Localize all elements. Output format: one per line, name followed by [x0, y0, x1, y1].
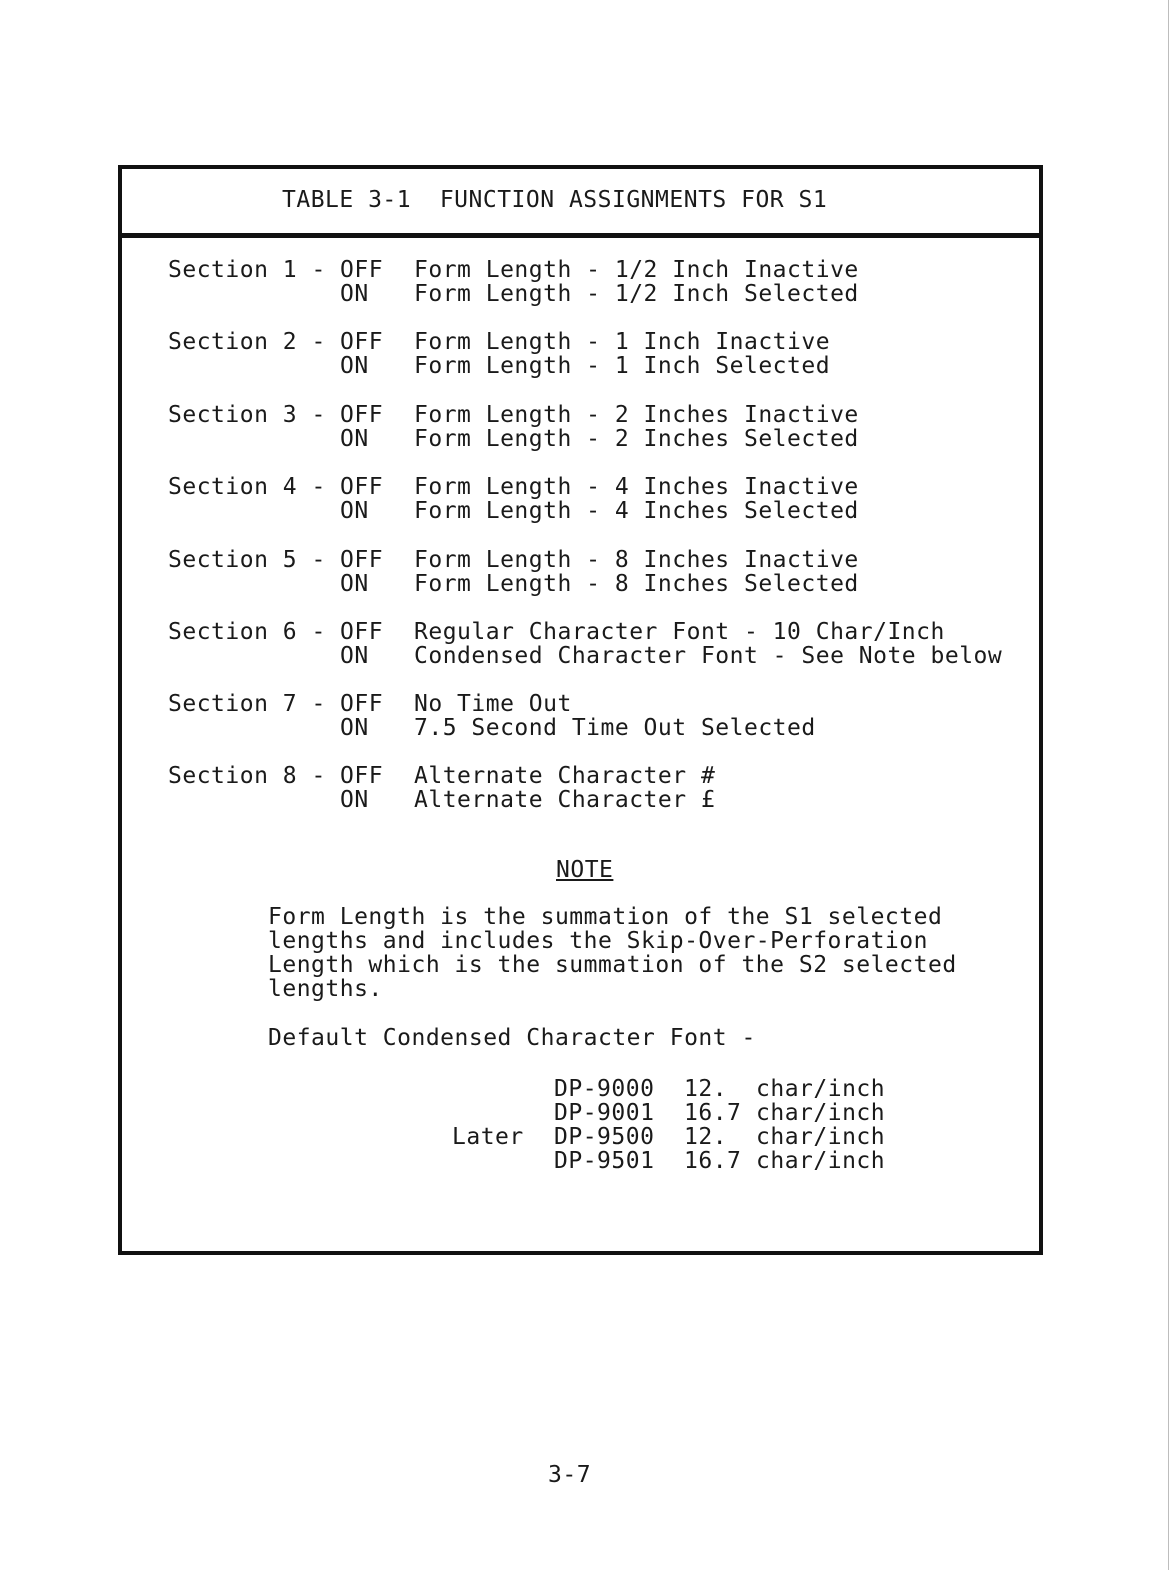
- section-row-off: [168, 329, 1028, 353]
- state-on: ON: [340, 353, 369, 379]
- section-label: Section 2 -: [168, 329, 326, 355]
- section-row-on: [168, 498, 1028, 522]
- char-unit: char/inch: [756, 1076, 886, 1102]
- state-on: ON: [340, 643, 369, 669]
- state-off: OFF: [340, 257, 384, 283]
- section-5: [168, 547, 1028, 599]
- model-number: DP-9000: [554, 1076, 655, 1102]
- section-7: [168, 691, 1028, 743]
- off-description: Form Length - 1/2 Inch Inactive: [414, 257, 859, 283]
- section-8: [168, 763, 1028, 815]
- char-unit: char/inch: [756, 1124, 886, 1150]
- default-font-label: Default Condensed Character Font -: [268, 1025, 756, 1051]
- on-description: Form Length - 1/2 Inch Selected: [414, 281, 859, 307]
- char-rate: 16.7: [684, 1148, 742, 1174]
- section-label: Section 8 -: [168, 763, 326, 789]
- char-rate: 12.: [684, 1124, 728, 1150]
- note-title: NOTE: [556, 857, 614, 883]
- state-off: OFF: [340, 547, 384, 573]
- section-row-off: [168, 763, 1028, 787]
- off-description: Regular Character Font - 10 Char/Inch: [414, 619, 945, 645]
- scan-edge: [1168, 0, 1169, 1570]
- section-4: [168, 474, 1028, 526]
- off-description: Alternate Character #: [414, 763, 716, 789]
- state-on: ON: [340, 787, 369, 813]
- state-off: OFF: [340, 402, 384, 428]
- char-unit: char/inch: [756, 1148, 886, 1174]
- model-row: [452, 1124, 912, 1148]
- section-row-off: [168, 547, 1028, 571]
- state-on: ON: [340, 281, 369, 307]
- state-off: OFF: [340, 474, 384, 500]
- section-label: Section 3 -: [168, 402, 326, 428]
- off-description: Form Length - 8 Inches Inactive: [414, 547, 859, 573]
- model-row: [452, 1076, 912, 1100]
- off-description: Form Length - 2 Inches Inactive: [414, 402, 859, 428]
- section-label: Section 5 -: [168, 547, 326, 573]
- section-label: Section 4 -: [168, 474, 326, 500]
- on-description: Form Length - 2 Inches Selected: [414, 426, 859, 452]
- section-row-off: [168, 474, 1028, 498]
- model-number: DP-9001: [554, 1100, 655, 1126]
- model-row: [452, 1148, 912, 1172]
- state-off: OFF: [340, 619, 384, 645]
- section-1: [168, 257, 1028, 309]
- note-paragraph: Form Length is the summation of the S1 selected lengths and includes the Skip-Over-Perforation Length which is the summation of the S2 selected lengths.: [268, 904, 957, 1002]
- section-row-on: [168, 643, 1028, 667]
- model-row: [452, 1100, 912, 1124]
- section-label: Section 7 -: [168, 691, 326, 717]
- section-row-off: [168, 691, 1028, 715]
- section-label: Section 1 -: [168, 257, 326, 283]
- section-row-on: [168, 715, 1028, 739]
- state-off: OFF: [340, 329, 384, 355]
- on-description: Condensed Character Font - See Note below: [414, 643, 1003, 669]
- char-unit: char/inch: [756, 1100, 886, 1126]
- state-on: ON: [340, 715, 369, 741]
- function-assignments-table: [118, 165, 1043, 1255]
- off-description: Form Length - 4 Inches Inactive: [414, 474, 859, 500]
- table-title-band: [122, 169, 1039, 238]
- section-6: [168, 619, 1028, 671]
- section-3: [168, 402, 1028, 454]
- off-description: Form Length - 1 Inch Inactive: [414, 329, 831, 355]
- state-off: OFF: [340, 691, 384, 717]
- off-description: No Time Out: [414, 691, 572, 717]
- page-number: 3-7: [548, 1462, 592, 1488]
- on-description: Form Length - 1 Inch Selected: [414, 353, 831, 379]
- section-row-on: [168, 787, 1028, 811]
- section-row-on: [168, 426, 1028, 450]
- section-row-off: [168, 402, 1028, 426]
- model-number: DP-9500: [554, 1124, 655, 1150]
- state-on: ON: [340, 498, 369, 524]
- section-row-on: [168, 353, 1028, 377]
- table-title: TABLE 3-1 FUNCTION ASSIGNMENTS FOR S1: [282, 187, 828, 213]
- on-description: Form Length - 8 Inches Selected: [414, 571, 859, 597]
- on-description: 7.5 Second Time Out Selected: [414, 715, 816, 741]
- section-row-on: [168, 281, 1028, 305]
- section-row-off: [168, 257, 1028, 281]
- model-number: DP-9501: [554, 1148, 655, 1174]
- state-on: ON: [340, 571, 369, 597]
- section-row-on: [168, 571, 1028, 595]
- later-label: Later: [452, 1124, 524, 1150]
- state-off: OFF: [340, 763, 384, 789]
- section-2: [168, 329, 1028, 381]
- section-row-off: [168, 619, 1028, 643]
- section-label: Section 6 -: [168, 619, 326, 645]
- on-description: Form Length - 4 Inches Selected: [414, 498, 859, 524]
- char-rate: 12.: [684, 1076, 728, 1102]
- char-rate: 16.7: [684, 1100, 742, 1126]
- state-on: ON: [340, 426, 369, 452]
- on-description: Alternate Character £: [414, 787, 716, 813]
